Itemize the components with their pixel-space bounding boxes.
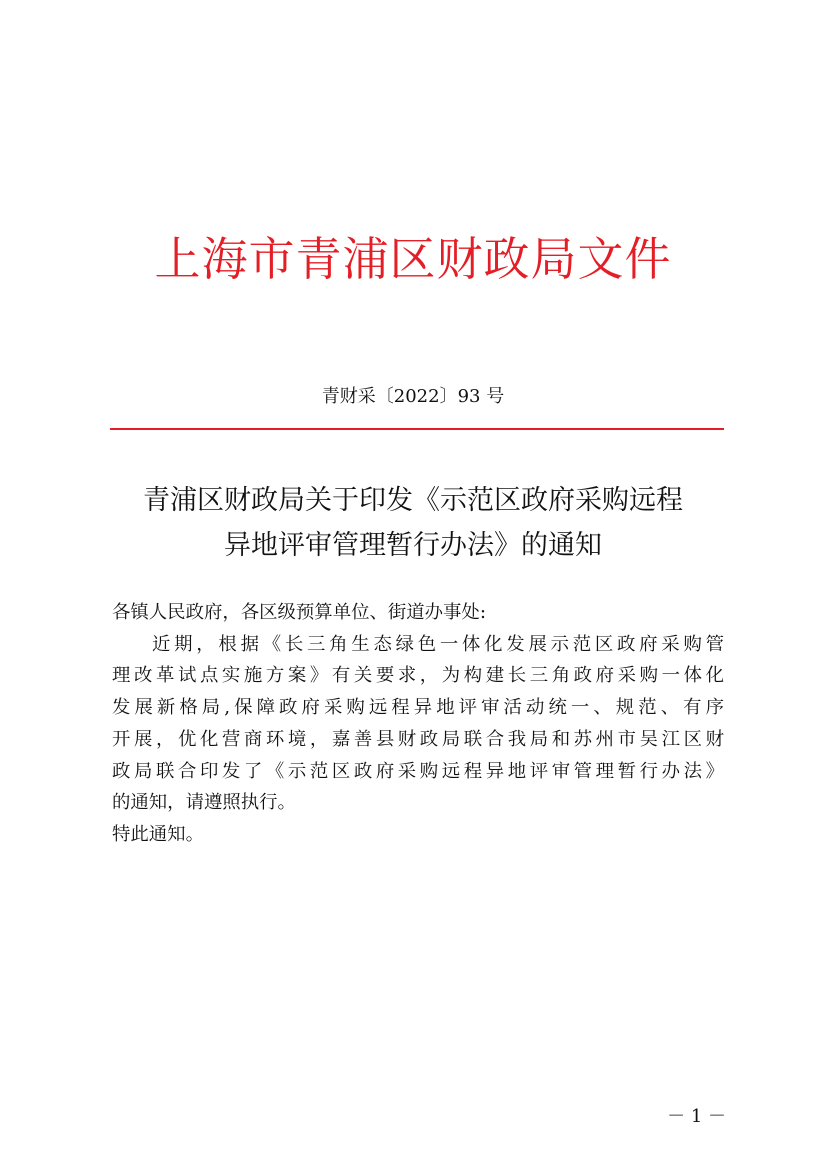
- body-line: 的通知，请遵照执行。: [112, 792, 296, 814]
- closing-line: 特此通知。: [112, 823, 204, 845]
- document-masthead: 上海市青浦区财政局文件: [154, 232, 672, 286]
- document-number: 青财采〔2022〕93 号: [321, 386, 505, 407]
- document-title: [100, 478, 726, 568]
- body-line: 开展，优化营商环境，嘉善县财政局联合我局和苏州市吴江区财: [112, 728, 724, 750]
- red-divider-rule: [110, 428, 724, 430]
- body-line: 理改革试点实施方案》有关要求，为构建长三角政府采购一体化: [112, 665, 724, 687]
- title-line: 异地评审管理暂行办法》的通知: [224, 530, 602, 561]
- title-line: 青浦区财政局关于印发《示范区政府采购远程: [143, 485, 683, 516]
- body-line: 政局联合印发了《示范区政府采购远程异地评审管理暂行办法》: [112, 760, 724, 782]
- body-line: 近期，根据《长三角生态绿色一体化发展示范区政府采购管: [152, 633, 724, 655]
- salutation: 各镇人民政府，各区级预算单位、街道办事处:: [112, 602, 487, 623]
- body-line: 发展新格局,保障政府采购远程异地评审活动统一、规范、有序: [112, 697, 724, 719]
- body-paragraph: [112, 629, 724, 819]
- document-body: [112, 597, 724, 851]
- page-number: － 1 －: [667, 1106, 726, 1127]
